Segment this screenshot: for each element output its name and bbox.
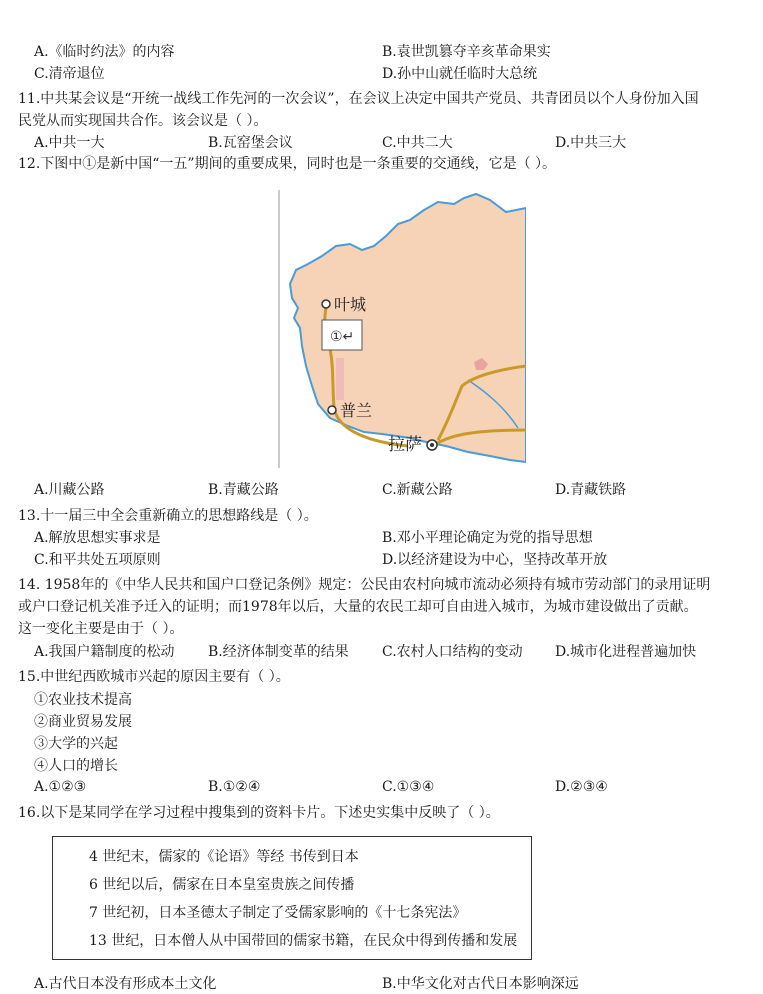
q14-option-b: B.经济体制变革的结果 xyxy=(208,644,349,660)
card-line-4: 13 世纪，日本僧人从中国带回的儒家书籍，在民众中得到传播和发展 xyxy=(89,933,518,949)
q15-item-4: ④人口的增长 xyxy=(34,758,118,774)
q16-option-b: B.中华文化对古代日本影响深远 xyxy=(382,976,579,992)
q16-stem: 16.以下是某同学在学习过程中搜集到的资料卡片。下述史实集中反映了（ ）。 xyxy=(18,805,500,821)
card-line-1: 4 世纪末，儒家的《论语》等经 书传到日本 xyxy=(89,849,359,865)
q11-option-c: C.中共二大 xyxy=(382,135,453,151)
q10-option-d: D.孙中山就任临时大总统 xyxy=(382,66,538,82)
q14-option-a: A.我国户籍制度的松动 xyxy=(34,644,175,660)
q10-option-a: A.《临时约法》的内容 xyxy=(34,44,175,60)
q14-stem-line3: 这一变化主要是由于（ ）。 xyxy=(18,621,184,637)
lasa-label: 拉萨 xyxy=(388,435,422,455)
q14-option-c: C.农村人口结构的变动 xyxy=(382,644,523,660)
q14-option-d: D.城市化进程普遍加快 xyxy=(555,644,697,660)
q10-option-c: C.清帝退位 xyxy=(34,66,105,82)
q16-option-a: A.古代日本没有形成本土文化 xyxy=(34,976,217,992)
q11-stem-line1: 11.中共某会议是“开统一战线工作先河的一次会议”，在会议上决定中国共产党员、共青团员以个人身份加入国 xyxy=(18,91,699,107)
q13-option-b: B.邓小平理论确定为党的指导思想 xyxy=(382,530,593,546)
map-pink-strip xyxy=(336,358,344,400)
q12-option-b: B.青藏公路 xyxy=(208,482,279,498)
q14-stem-line2: 或户口登记机关准予迁入的证明；而1978年以后，大量的农民工却可自由进入城市，为城市建设做出了贡献。 xyxy=(18,599,698,615)
q13-stem: 13.十一届三中全会重新确立的思想路线是（ ）。 xyxy=(18,508,318,524)
q11-option-a: A.中共一大 xyxy=(34,135,105,151)
q12-stem: 12.下图中①是新中国“一五”期间的重要成果，同时也是一条重要的交通线，它是（ ）。 xyxy=(18,156,557,172)
q10-option-b: B.袁世凯篡夺辛亥革命果实 xyxy=(382,44,551,60)
q15-option-d: D.②③④ xyxy=(555,779,608,795)
yecheng-marker xyxy=(322,300,330,308)
card-line-3: 7 世纪初，日本圣德太子制定了受儒家影响的《十七条宪法》 xyxy=(89,905,467,921)
q13-option-d: D.以经济建设为中心，坚持改革开放 xyxy=(382,552,608,568)
q12-option-d: D.青藏铁路 xyxy=(555,482,627,498)
q11-option-b: B.瓦窑堡会议 xyxy=(208,135,293,151)
q13-option-c: C.和平共处五项原则 xyxy=(34,552,161,568)
route-marker-label: ①↵ xyxy=(330,329,355,345)
q15-option-b: B.①②④ xyxy=(208,779,261,795)
q11-stem-line2: 民党从而实现国共合作。该会议是（ ）。 xyxy=(18,113,268,129)
q11-option-d: D.中共三大 xyxy=(555,135,627,151)
q13-option-a: A.解放思想实事求是 xyxy=(34,530,161,546)
q15-item-2: ②商业贸易发展 xyxy=(34,714,132,730)
yecheng-label: 叶城 xyxy=(334,295,367,314)
lasa-marker-inner xyxy=(430,443,434,447)
q16-material-card xyxy=(52,836,532,960)
q12-option-a: A.川藏公路 xyxy=(34,482,105,498)
card-line-2: 6 世纪以后，儒家在日本皇室贵族之间传播 xyxy=(89,877,355,893)
q15-item-1: ①农业技术提高 xyxy=(34,692,132,708)
q14-stem-line1: 14. 1958年的《中华人民共和国户口登记条例》规定：公民由农村向城市流动必须持有城市劳动部门的录用证明 xyxy=(18,577,711,593)
q15-option-c: C.①③④ xyxy=(382,779,435,795)
q15-option-a: A.①②③ xyxy=(34,779,87,795)
pulan-label: 普兰 xyxy=(340,401,373,420)
q12-option-c: C.新藏公路 xyxy=(382,482,453,498)
tibet-map xyxy=(278,190,526,468)
q15-item-3: ③大学的兴起 xyxy=(34,736,118,752)
q15-stem: 15.中世纪西欧城市兴起的原因主要有（ ）。 xyxy=(18,669,290,685)
pulan-marker xyxy=(328,406,336,414)
